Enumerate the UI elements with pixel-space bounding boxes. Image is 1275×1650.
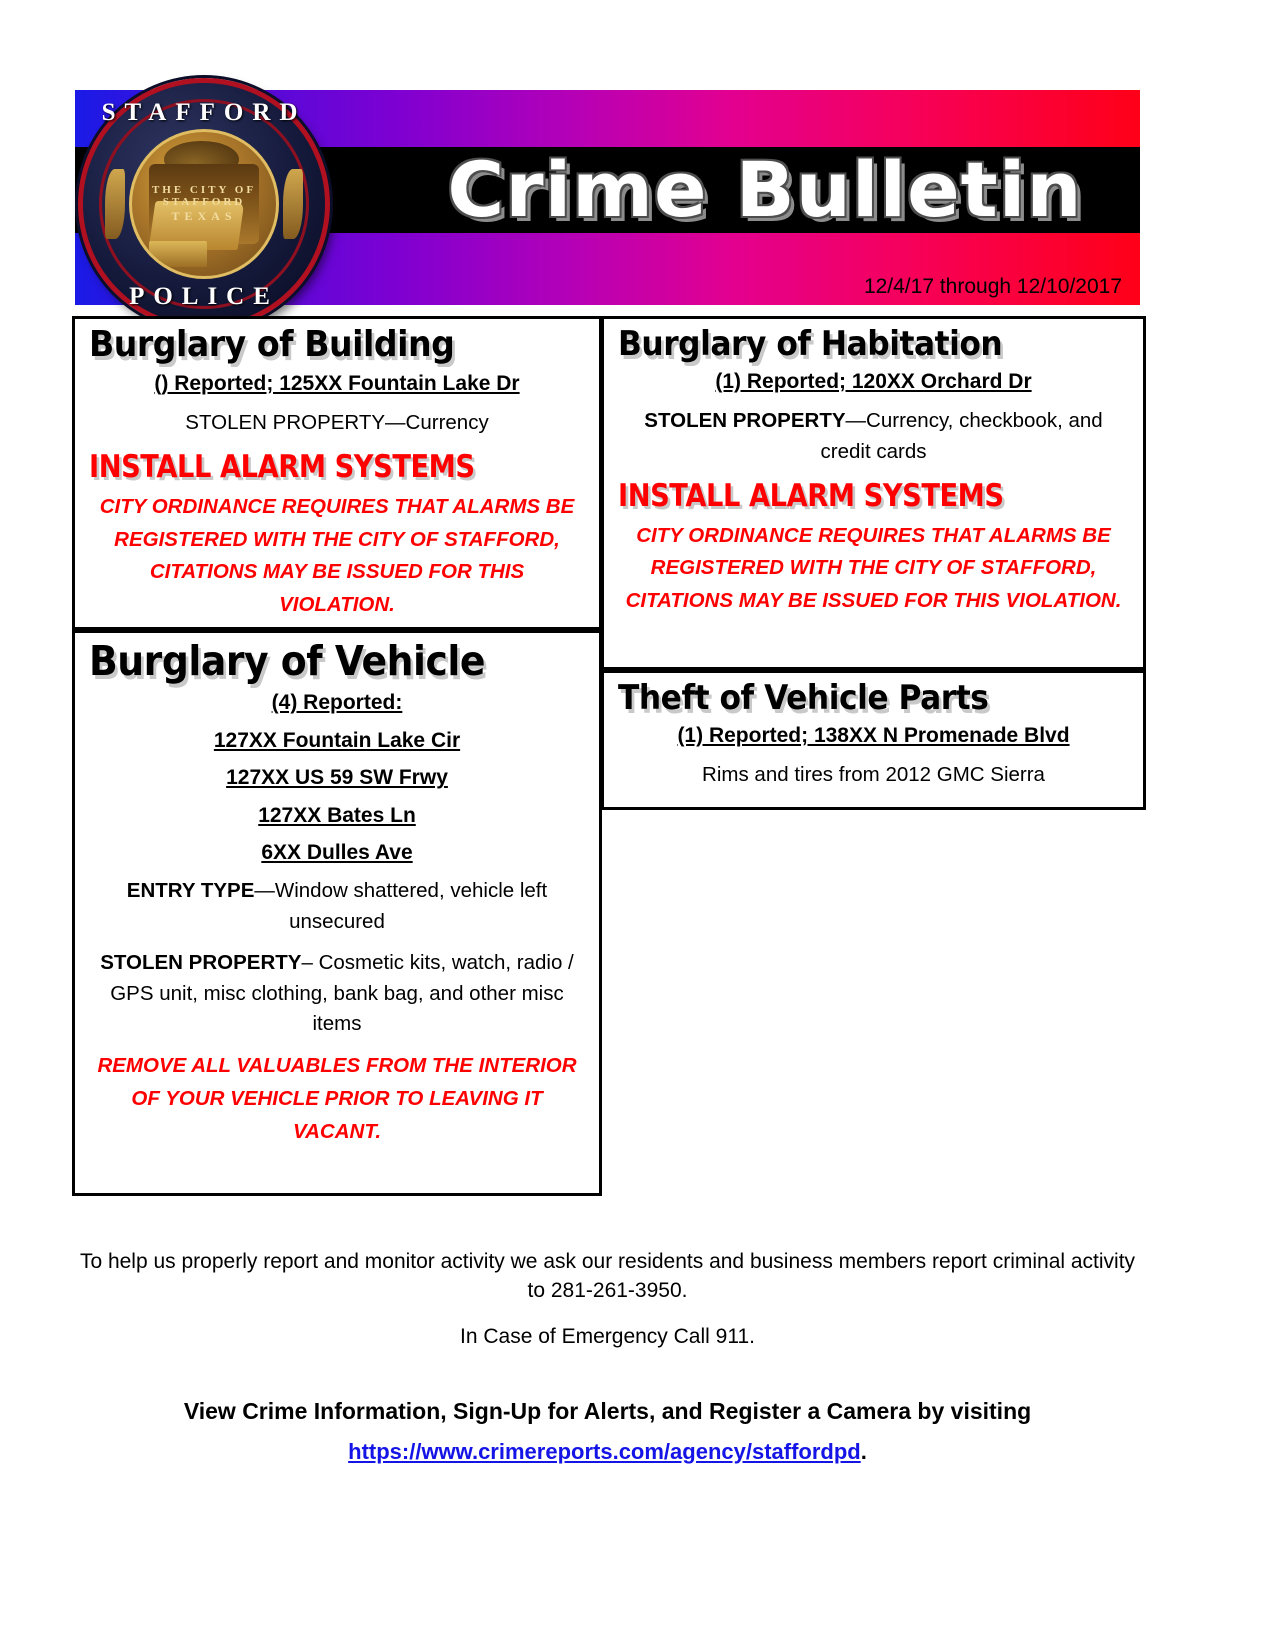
reported-line: (1) Reported; 120XX Orchard Dr [715,369,1032,393]
address-line: 6XX Dulles Ave [261,841,413,865]
seal-inner-bottom-text: TEXAS [171,209,237,223]
seal-bottom-text: POLICE [129,283,279,310]
panel-burglary-of-habitation [601,316,1146,670]
entry-type-label: ENTRY TYPE [126,879,255,903]
stolen-property-value: —Currency, checkbook, and credit cards [820,409,1103,463]
footer-url-period: . [860,1438,867,1464]
page-title: Crime Bulletin [447,145,1083,234]
panel-burglary-of-building [72,316,602,630]
seal-top-text: STAFFORD [101,99,307,126]
entry-type-value: —Window shattered, vehicle left unsecured [254,879,548,934]
stafford-police-seal-icon [78,78,330,330]
laurel-left-icon [105,169,125,239]
panel-heading-theft-of-vehicle-parts: Theft of Vehicle Parts [618,678,989,718]
seal-cart-icon [149,241,207,267]
laurel-right-icon [283,169,303,239]
stolen-property-line [620,406,1127,468]
footer-report-activity-text: To help us properly report and monitor activity we ask our residents and business members report criminal activity to 281-261-3950. [79,1250,1136,1302]
stolen-property-label: STOLEN PROPERTY [100,950,302,974]
theft-detail-line: Rims and tires from 2012 GMC Sierra [702,763,1045,787]
stolen-property-label: STOLEN PROPERTY [644,409,846,433]
stolen-property-line: STOLEN PROPERTY—Currency [185,411,489,435]
stolen-property-line [91,948,583,1040]
address-line: 127XX US 59 SW Frwy [226,766,448,790]
install-alarm-systems-heading: INSTALL ALARM SYSTEMS [618,477,1004,514]
reported-line: (4) Reported: [271,690,403,714]
reported-line: () Reported; 125XX Fountain Lake Dr [154,371,520,395]
alarm-ordinance-warning: CITY ORDINANCE REQUIRES THAT ALARMS BE REGISTERED WITH THE CITY OF STAFFORD, CITATIONS MAY BE ISSUED FOR THIS VIOLATION. [99,494,575,617]
footer-url-line [75,1439,1140,1465]
address-line: 127XX Bates Ln [258,803,416,827]
reported-line: (1) Reported; 138XX N Promenade Blvd [677,723,1070,747]
bulletin-footer [75,1248,1140,1465]
panel-heading-burglary-of-habitation: Burglary of Habitation [618,324,1003,364]
stolen-property-value: – Cosmetic kits, watch, radio / GPS unit, misc clothing, bank bag, and other misc items [110,950,574,1036]
panel-theft-of-vehicle-parts [601,670,1146,810]
footer-emergency-text: In Case of Emergency Call 911. [460,1325,755,1349]
remove-valuables-warning: REMOVE ALL VALUABLES FROM THE INTERIOR OF YOUR VEHICLE PRIOR TO LEAVING IT VACANT. [97,1054,577,1143]
entry-type-line [91,876,583,938]
seal-inner-medallion [129,129,279,279]
address-line: 127XX Fountain Lake Cir [213,729,461,753]
footer-view-crime-info-text: View Crime Information, Sign-Up for Alerts, and Register a Camera by visiting [183,1397,1032,1424]
alarm-ordinance-warning: CITY ORDINANCE REQUIRES THAT ALARMS BE REGISTERED WITH THE CITY OF STAFFORD, CITATIONS MAY BE ISSUED FOR THIS VIOLATION. [625,523,1122,613]
install-alarm-systems-heading: INSTALL ALARM SYSTEMS [89,448,475,485]
date-range: 12/4/17 through 12/10/2017 [863,275,1122,298]
seal-inner-top-text: THE CITY OF STAFFORD [151,184,257,208]
panel-heading-burglary-of-vehicle: Burglary of Vehicle [89,637,486,685]
crimereports-link[interactable]: https://www.crimereports.com/agency/staffordpd [348,1438,861,1464]
panel-heading-burglary-of-building: Burglary of Building [89,324,455,365]
panel-burglary-of-vehicle [72,630,602,1196]
